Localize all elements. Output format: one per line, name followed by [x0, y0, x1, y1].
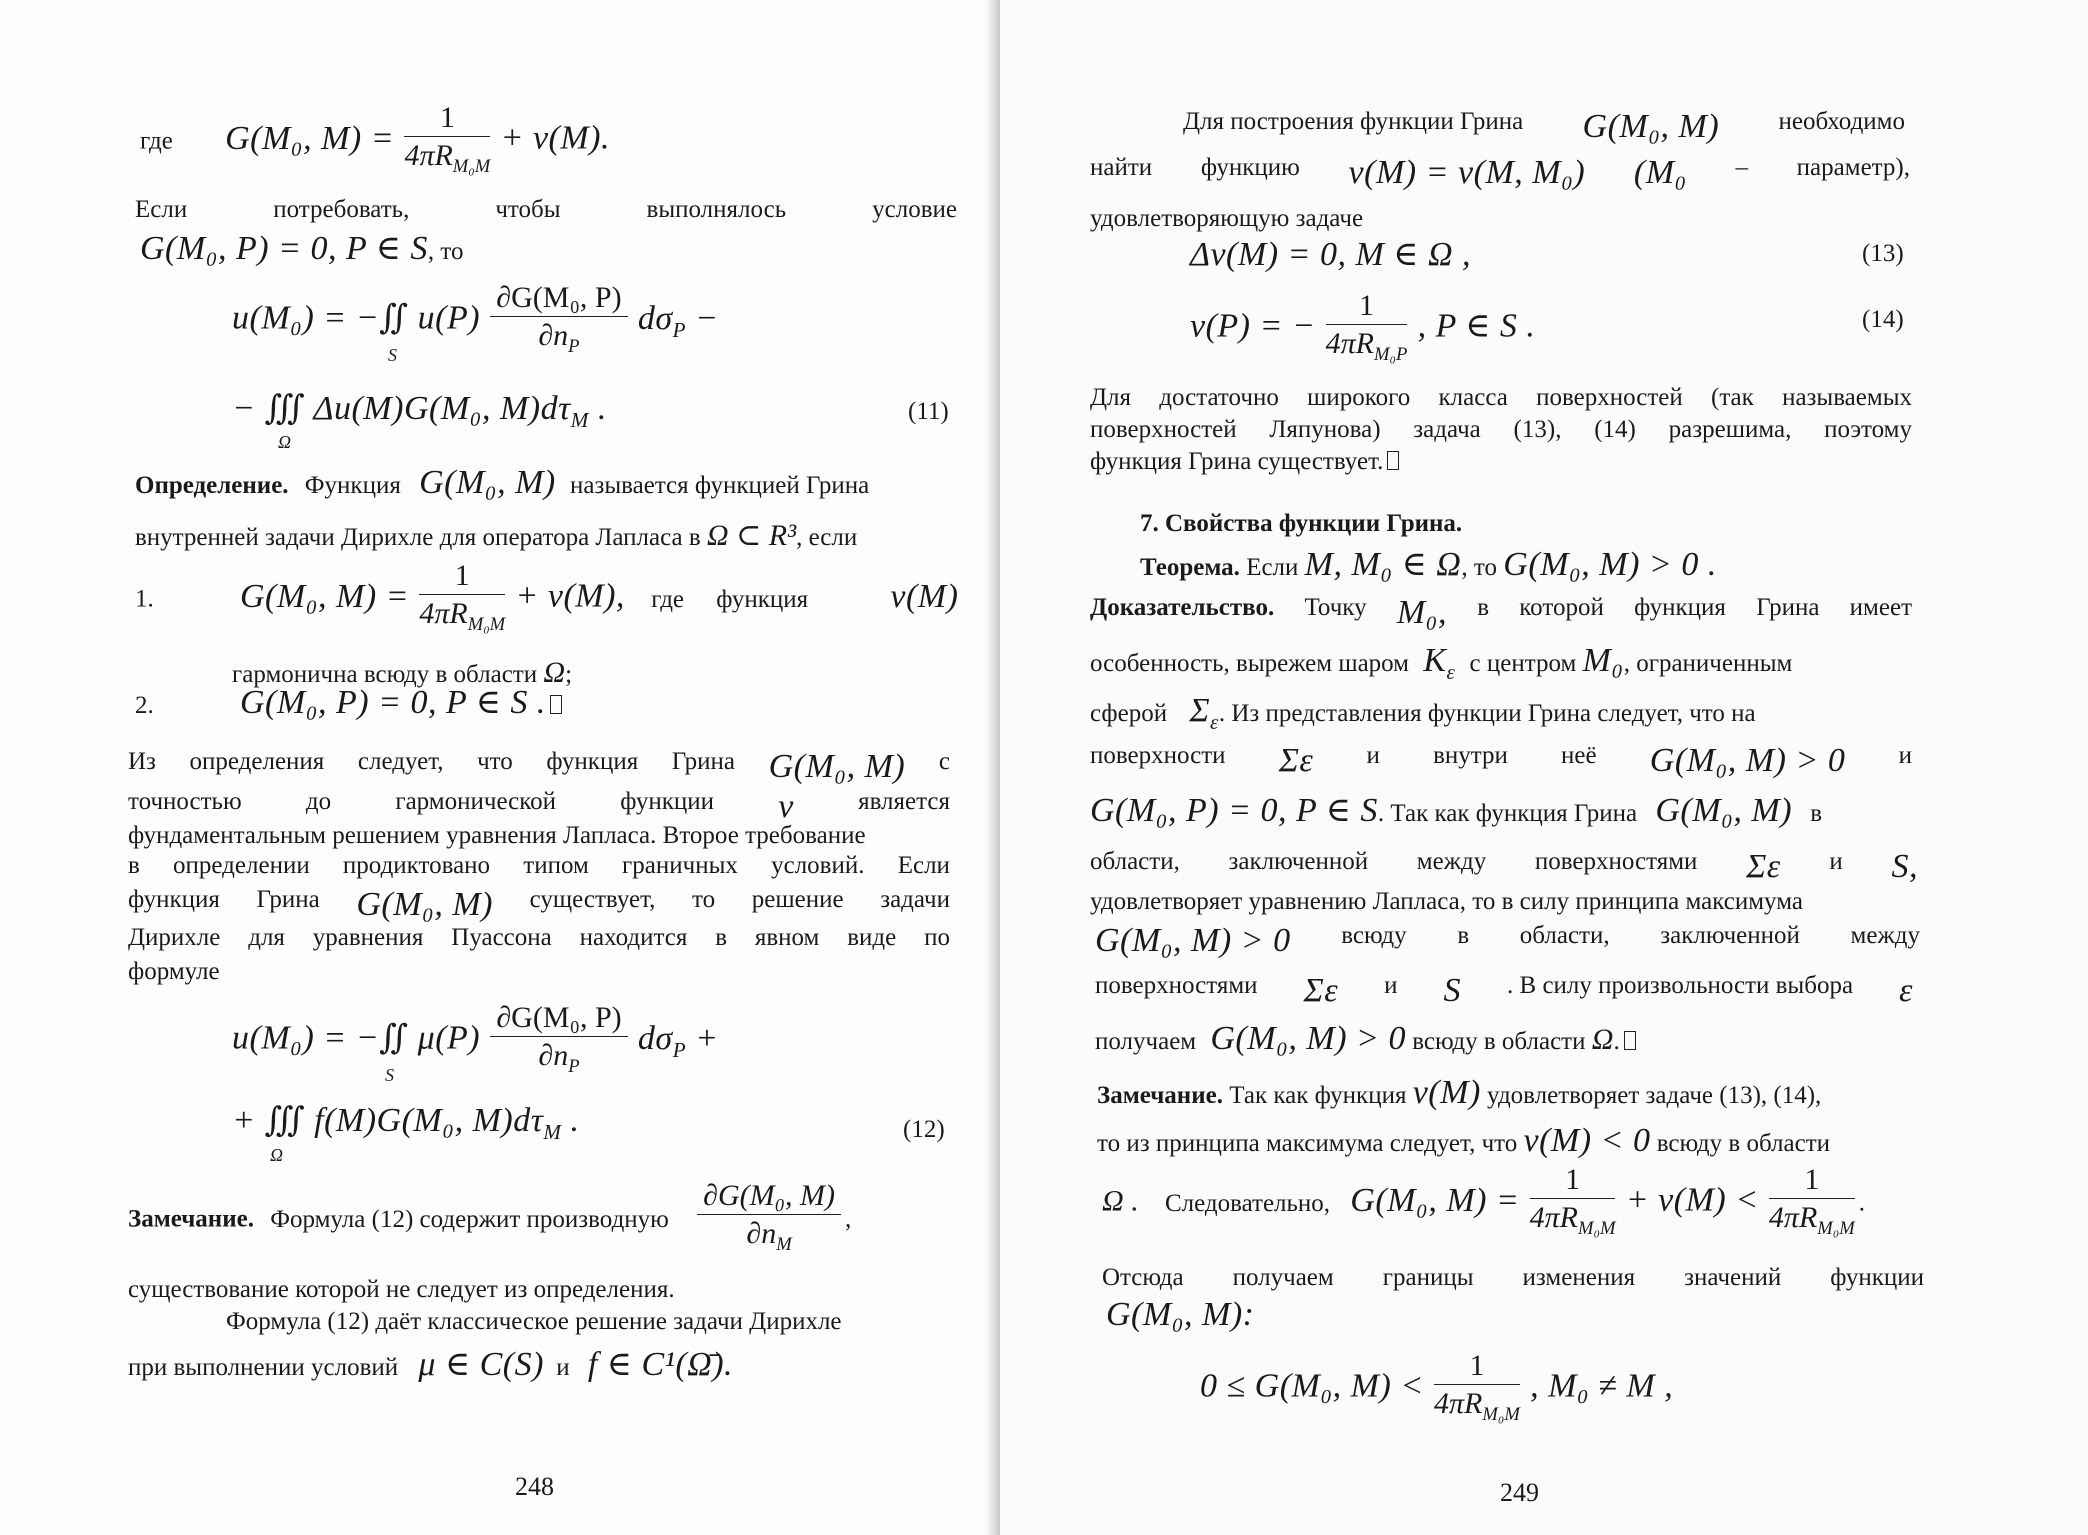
math [1423, 642, 1456, 684]
den-sub: M₀P [1374, 344, 1408, 365]
word: Из [128, 748, 156, 775]
text: , то [1461, 554, 1498, 581]
text: сферой [1090, 700, 1168, 727]
text-then: , то [427, 238, 464, 265]
item-2 [135, 682, 562, 722]
word: по [924, 924, 950, 951]
fraction-denominator [404, 137, 490, 186]
word: Грина [671, 748, 736, 775]
text: то из принципа максимума следует, что [1097, 1130, 1518, 1157]
fraction-denominator [1530, 1199, 1616, 1248]
definition-line1 [135, 464, 869, 502]
remark2-line1 [1097, 1074, 1821, 1112]
proof-line9 [1095, 972, 1913, 1010]
word: Дирихле [128, 924, 221, 951]
word: значений [1684, 1264, 1782, 1291]
word: функция [1634, 594, 1726, 621]
fraction-denominator [419, 595, 505, 644]
word: найти [1090, 154, 1153, 181]
text: внутренней задачи Дирихле для оператора Лапласа в [135, 524, 701, 551]
word: Если [135, 196, 188, 223]
remark-line2: существование которой не следует из определения. [128, 1276, 675, 1303]
den-sub: P [568, 336, 580, 357]
word: . В силу произвольности выбора [1507, 972, 1854, 999]
definition-line2 [135, 518, 857, 553]
text: где [651, 585, 685, 613]
paragraph-line [128, 822, 950, 850]
remark2-line4 [1102, 1264, 1924, 1292]
math: G(M₀, M) > 0 [1210, 1020, 1406, 1057]
proof-line8 [1095, 922, 1920, 960]
math-sub: ε [1446, 659, 1456, 684]
word: и [1898, 742, 1912, 769]
word: является [858, 788, 950, 815]
remark-heading: Замечание. [1097, 1082, 1223, 1109]
fraction-numerator: 1 [1530, 1162, 1616, 1199]
math: G(M₀, P) = 0, P ∈ S . [240, 684, 546, 721]
math-tail [637, 299, 719, 342]
final-inequality [1200, 1348, 1673, 1434]
d-sigma: dσ [637, 299, 673, 337]
word: существует, [529, 886, 656, 913]
word: v [778, 788, 794, 825]
proof-line1 [1090, 594, 1912, 632]
word: (M₀ [1633, 154, 1687, 191]
remark2-line2 [1097, 1122, 1830, 1160]
math-boundary: G(M₀, P) = 0, P ∈ S [140, 230, 428, 267]
word: задачи [880, 886, 950, 913]
word: и [1384, 972, 1398, 999]
math: f ∈ C¹(Ω̄). [587, 1346, 734, 1383]
end-of-paragraph-icon [1387, 451, 1399, 470]
word: необходимо [1778, 108, 1905, 135]
text-line [1090, 448, 1399, 476]
text-line [1183, 108, 1905, 146]
equation-11-line2 [232, 388, 607, 433]
text: . Из представления функции Грина следует, что на [1218, 700, 1756, 727]
fraction-denominator [697, 1215, 841, 1264]
section-title: 7. Свойства функции Грина. [1140, 510, 1463, 537]
word: потребовать, [273, 196, 410, 223]
fraction-numerator: 1 [1326, 288, 1408, 325]
word: функция [128, 886, 220, 913]
math: Δv(M) = 0, M ∈ Ω , [1190, 236, 1472, 273]
word: S, [1891, 848, 1918, 885]
paragraph-line [128, 852, 950, 880]
page-number: 248 [515, 1472, 554, 1501]
text: Так как функция [1229, 1082, 1407, 1109]
word: ε [1899, 972, 1913, 1009]
integral-domain-omega: Ω [270, 1145, 284, 1165]
den-sub: M₀M [1482, 1404, 1520, 1425]
fraction [1769, 1162, 1855, 1248]
equation-12-line1 [232, 1000, 719, 1086]
text: Если [1246, 554, 1299, 581]
equation-number-11: (11) [908, 398, 949, 425]
text: особенность, вырежем шаром [1090, 650, 1410, 677]
word: поверхности [1090, 742, 1226, 769]
math: v(M) [890, 577, 959, 615]
word: v(M) = v(M, M₀) [1348, 154, 1586, 191]
fraction-numerator: ∂G(M₀, M) [697, 1178, 841, 1215]
math: G(M₀, M) [1655, 792, 1793, 829]
proof-line7: удовлетворяет уравнению Лапласа, то в силу принципа максимума [1090, 888, 1803, 915]
fraction-numerator: ∂G(M₀, P) [490, 280, 627, 317]
word: граничных [622, 852, 738, 879]
word: функции [1830, 1264, 1924, 1291]
den-main: 4πR [1529, 1201, 1579, 1234]
text: Следовательно, [1164, 1189, 1331, 1217]
word: поверхностями [1534, 848, 1698, 875]
fraction-denominator [490, 317, 627, 366]
d-sigma-sub: P [672, 317, 687, 342]
den-main: ∂n [538, 319, 569, 352]
integral-domain-s: S [385, 1065, 394, 1085]
math: v(M) < 0 [1523, 1122, 1651, 1159]
fraction-denominator [490, 1037, 627, 1086]
fraction-denominator [1326, 325, 1408, 374]
integral-domain-omega: Ω [278, 432, 292, 452]
word: условие [872, 196, 957, 223]
period: . [588, 390, 607, 427]
math: Ω [543, 656, 566, 689]
word: Для построения функции Грина [1183, 108, 1524, 135]
fraction [490, 280, 627, 366]
word: Σε [1746, 848, 1781, 885]
word: G(M₀, M) [356, 886, 494, 923]
den-main: 4πR [419, 597, 468, 630]
text: при выполнении условий [128, 1354, 399, 1381]
fraction-numerator: 1 [419, 558, 505, 595]
word: внутри [1433, 742, 1508, 769]
math-tail: , M₀ ≠ M , [1530, 1367, 1674, 1405]
math [1189, 692, 1219, 734]
text: гармонична всюду в области [232, 661, 538, 688]
equation-number-14: (14) [1862, 306, 1904, 333]
paragraph-line [128, 886, 950, 924]
math-g: G(M₀, M) = [225, 119, 395, 157]
den-sub: M [776, 1234, 792, 1255]
math: v(P) = − [1190, 307, 1316, 345]
math: + v(M) < [1625, 1181, 1759, 1219]
word: находится [579, 924, 688, 951]
text: называется функцией Грина [570, 472, 870, 499]
paragraph-line [128, 748, 950, 786]
word: виде [847, 924, 897, 951]
text-line-condition [135, 196, 957, 224]
end-of-proof-icon [1624, 1031, 1636, 1050]
math: G(M₀, M) = [1350, 1181, 1520, 1219]
word: в [1457, 922, 1470, 949]
math: Ω ⊂ R³ [706, 519, 797, 552]
item-number: 2. [135, 692, 154, 719]
math-body: − ∭ Δu(M)G(M₀, M)dτ [232, 390, 571, 427]
math-sub: M [543, 1119, 562, 1144]
word: G(M₀, M) [1582, 108, 1720, 145]
proof-heading: Доказательство. [1090, 594, 1275, 621]
equation-number-13: (13) [1862, 240, 1904, 267]
word: и [1829, 848, 1843, 875]
word: определении [173, 852, 310, 879]
proof-line4 [1090, 742, 1912, 780]
word-where: где [140, 127, 173, 155]
math-body: K [1423, 642, 1447, 679]
minus: − [686, 299, 719, 337]
math-tail: + v(M). [500, 119, 611, 157]
word: определения [189, 748, 325, 775]
word: между [1416, 848, 1487, 875]
remark-line1 [128, 1178, 851, 1264]
proof-line3 [1090, 692, 1756, 735]
den-main: 4πR [1434, 1387, 1483, 1420]
word: Грина [1756, 594, 1820, 621]
fraction [1326, 288, 1408, 374]
word: Σε [1303, 972, 1339, 1009]
period: . [1858, 1189, 1865, 1217]
paragraph-line [128, 788, 950, 826]
word: Грина [256, 886, 320, 913]
theorem-heading: Теорема. [1140, 554, 1240, 581]
remark-heading: Замечание. [128, 1205, 254, 1233]
math: G(M₀, P) = 0, P ∈ S [1090, 792, 1378, 829]
word: то [692, 886, 716, 913]
fraction [1434, 1348, 1520, 1434]
word: Σε [1278, 742, 1314, 779]
math: M₀ [1582, 642, 1624, 679]
math-tail: + v(M), [515, 577, 625, 615]
item-number: 1. [135, 585, 154, 613]
word: чтобы [495, 196, 561, 223]
word: функции [620, 788, 715, 815]
equation-12-line2 [232, 1100, 579, 1145]
word: M₀, [1396, 594, 1447, 631]
end-of-definition-icon [550, 695, 562, 714]
proof-line10 [1095, 1020, 1636, 1058]
text: , если [796, 524, 858, 551]
math: G(M₀, M): [1106, 1296, 1255, 1333]
text: получаем [1095, 1028, 1197, 1055]
definition-heading: Определение. [135, 472, 289, 499]
text: всюду в области [1656, 1130, 1831, 1157]
word: G(M₀, M) > 0 [1649, 742, 1846, 779]
text: в [1810, 800, 1823, 827]
word: следует, [357, 748, 444, 775]
den-sub: M₀M [467, 614, 506, 635]
math: u(M₀) = −∬ u(P) [232, 299, 481, 337]
fraction-numerator: 1 [1769, 1162, 1855, 1199]
word: поверхностями [1095, 972, 1258, 999]
equation-13 [1190, 234, 1471, 274]
period: . [561, 1102, 580, 1139]
paragraph-line [128, 924, 950, 952]
word: до [305, 788, 332, 815]
text-line: удовлетворяющую задаче [1090, 205, 1364, 232]
word: решение [751, 886, 844, 913]
word: функция [546, 748, 639, 775]
fraction [419, 558, 505, 644]
text: и [556, 1354, 570, 1381]
remark2-line3 [1102, 1162, 1865, 1248]
fraction-denominator [1769, 1199, 1855, 1248]
fraction-numerator: 1 [404, 100, 490, 137]
word: в [715, 924, 727, 951]
page-number: 249 [1500, 1478, 1539, 1507]
math-body: + ∭ f(M)G(M₀, M)dτ [232, 1102, 544, 1139]
text: с центром [1469, 650, 1577, 677]
word: неё [1561, 742, 1597, 769]
math: u(M₀) = −∬ μ(P) [232, 1019, 481, 1057]
proof-line5 [1090, 790, 1822, 830]
word: явном [754, 924, 820, 951]
right-page [1000, 0, 2088, 1535]
word: заключенной [1660, 922, 1800, 949]
fraction [404, 100, 490, 186]
math: G(M₀, M) = [240, 577, 410, 615]
math-body: Σ [1189, 692, 1211, 729]
word: для [248, 924, 285, 951]
word: уравнения [312, 924, 424, 951]
math: Ω [1591, 1023, 1614, 1056]
word: области, [1519, 922, 1610, 949]
word: что [477, 748, 513, 775]
den-main: ∂n [746, 1217, 777, 1250]
equation-14 [1190, 288, 1535, 374]
integral-domain-s: S [388, 345, 397, 365]
text: Формула (12) содержит производную [270, 1205, 669, 1233]
math [232, 390, 607, 432]
math: v(M) [1412, 1074, 1481, 1111]
den-sub: M₀M [452, 156, 491, 177]
word: изменения [1522, 1264, 1636, 1291]
word: формуле [128, 958, 220, 985]
math: G(M₀, M) [419, 464, 556, 501]
text: удовлетворяет задаче (13), (14), [1487, 1082, 1822, 1109]
word: Пуассона [451, 924, 552, 951]
fraction-denominator [1434, 1385, 1520, 1434]
word: выполнялось [646, 196, 787, 223]
den-sub: M₀M [1578, 1218, 1616, 1239]
word: параметр), [1796, 154, 1910, 181]
den-sub: P [568, 1056, 580, 1077]
math: μ ∈ C(S) [418, 1346, 544, 1383]
math [232, 1102, 580, 1144]
formula-green-def [140, 100, 610, 186]
formula-boundary [140, 228, 463, 268]
den-main: 4πR [1768, 1201, 1818, 1234]
word: гармонической [395, 788, 557, 815]
word: области, [1090, 848, 1180, 875]
math-tail [637, 1019, 719, 1062]
den-sub: M₀M [1817, 1218, 1855, 1239]
text: всюду в области [1412, 1028, 1586, 1055]
text: . [1613, 1028, 1620, 1055]
text: . Так как функция Грина [1377, 800, 1638, 827]
d-sigma-sub: P [672, 1037, 687, 1062]
word: продиктовано [342, 852, 491, 879]
word: имеет [1849, 594, 1912, 621]
text: Функция [304, 472, 401, 499]
word: между [1850, 922, 1920, 949]
paragraph-line [128, 958, 220, 986]
math: Ω . [1102, 1184, 1139, 1218]
derivative-fraction [697, 1178, 841, 1264]
word: в [128, 852, 140, 879]
d-sigma: dσ [637, 1019, 673, 1057]
word: всюду [1341, 922, 1407, 949]
word: и [1366, 742, 1380, 769]
remark-line4 [128, 1344, 733, 1384]
word: в [1477, 594, 1490, 621]
den-main: 4πR [404, 139, 453, 172]
item-1 [135, 558, 958, 644]
fraction-numerator: ∂G(M₀, P) [490, 1000, 627, 1037]
word: получаем [1232, 1264, 1334, 1291]
word: которой [1519, 594, 1604, 621]
proof-line2 [1090, 642, 1792, 685]
remark2-line5 [1106, 1296, 1255, 1334]
equation-number-12: (12) [903, 1116, 945, 1143]
word: точностью [128, 788, 242, 815]
word: типом [523, 852, 589, 879]
word: границы [1382, 1264, 1474, 1291]
text: , ограниченным [1623, 650, 1793, 677]
text: функция [716, 585, 809, 613]
remark-line3: Формула (12) даёт классическое решение задачи Дирихле [226, 1308, 842, 1335]
math-sub: M [570, 407, 589, 432]
plus: + [686, 1019, 719, 1057]
text-line: Для достаточно широкого класса поверхностей (так называемых [1090, 384, 1912, 411]
word: условий. [771, 852, 865, 879]
word: Точку [1304, 594, 1367, 621]
word: G(M₀, M) > 0 [1095, 922, 1291, 959]
text-line [1090, 154, 1910, 192]
word: S [1443, 972, 1462, 1009]
theorem [1140, 544, 1717, 584]
math: 0 ≤ G(M₀, M) < [1200, 1367, 1424, 1405]
math-tail: , P ∈ S . [1417, 307, 1536, 345]
word: G(M₀, M) [768, 748, 906, 785]
math: G(M₀, M) > 0 . [1503, 546, 1717, 583]
word: с [938, 748, 950, 775]
word: – [1735, 154, 1749, 181]
word: заключенной [1228, 848, 1369, 875]
fraction [1530, 1162, 1616, 1248]
left-page [0, 0, 1000, 1535]
den-main: ∂n [538, 1039, 569, 1072]
fraction-numerator: 1 [1434, 1348, 1520, 1385]
proof-line6 [1090, 848, 1918, 886]
math: M, M₀ ∈ Ω [1304, 546, 1462, 583]
text: функция Грина существует. [1090, 448, 1384, 475]
word: фундаментальным решением уравнения Лапласа. Второе требование [128, 822, 866, 849]
word: Отсюда [1102, 1264, 1184, 1291]
math-sub: ε [1210, 709, 1219, 734]
den-main: 4πR [1325, 327, 1374, 360]
word: Если [897, 852, 950, 879]
word: функцию [1200, 154, 1300, 181]
equation-11-line1 [232, 280, 718, 366]
fraction [490, 1000, 627, 1086]
comma: , [845, 1205, 852, 1233]
text: ; [565, 661, 573, 688]
text-line: поверхностей Ляпунова) задача (13), (14) разрешима, поэтому [1090, 416, 1912, 443]
